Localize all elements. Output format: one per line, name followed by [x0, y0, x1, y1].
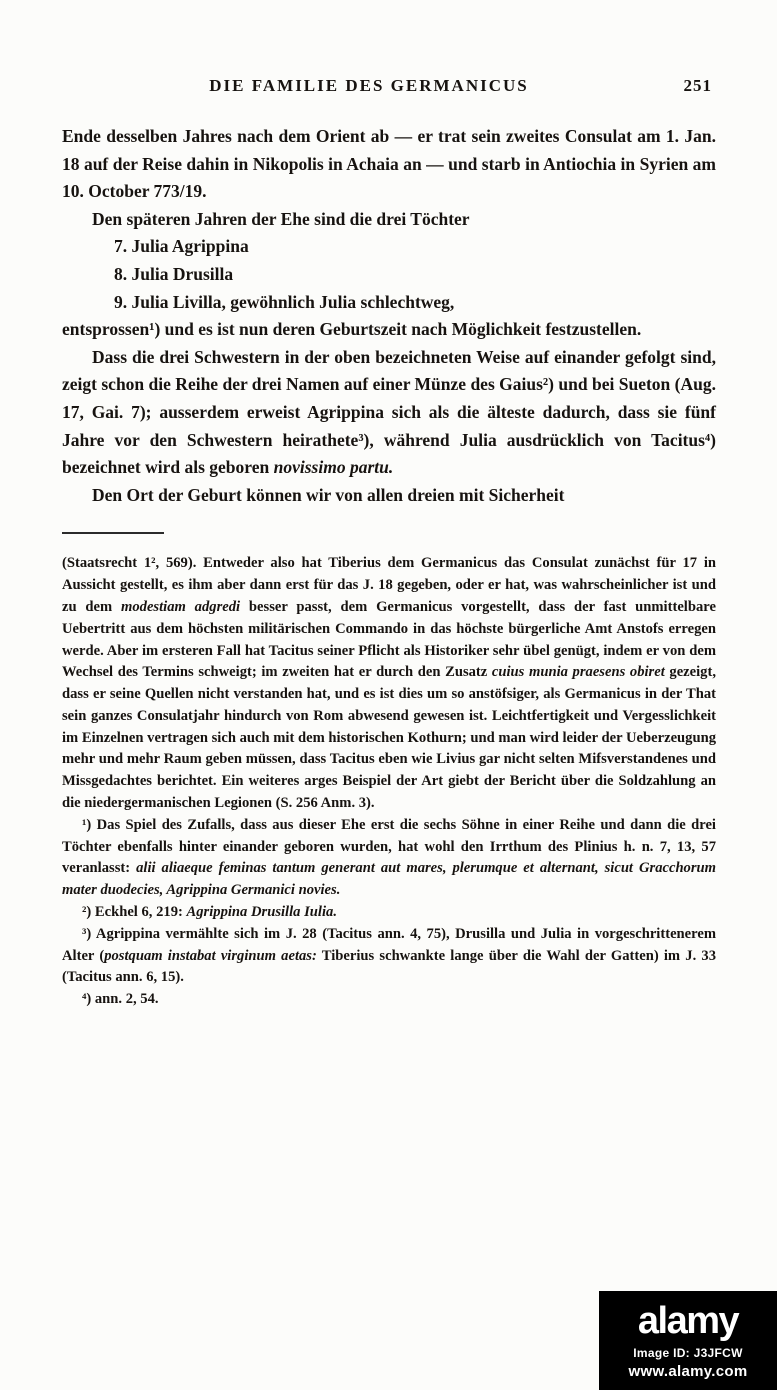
page-content — [62, 76, 716, 1011]
text-segment: Dass die drei Schwestern in der oben bezeichneten Weise auf einander gefolgt sind, zeigt schon die Reihe der drei Namen auf einer Münze des Gaius²) und bei Sueton (Aug. 17, Gai. 7); ausserdem erweist Agrippina sich als die älteste dadurch, dass sie fünf Jahre vor den Schwestern heirathete³), während Julia ausdrücklich von Tacitus⁴) bezeichnet wird als geboren — [62, 346, 716, 478]
paragraph — [62, 316, 716, 344]
paragraph — [62, 344, 716, 482]
text-segment: ⁴) ann. 2, 54. — [82, 991, 159, 1008]
footnote — [62, 989, 716, 1011]
text-segment: Tiberius schwankte lange über die Wahl der Gatten) im J. 33 (Tacitus ann. 6, 15). — [62, 947, 717, 986]
watermark-image-id: Image ID: J3JFCW — [633, 1345, 743, 1360]
page-number: 251 — [683, 76, 712, 95]
watermark-url: www.alamy.com — [628, 1362, 748, 1380]
text-segment-italic: postquam instabat virginum aetas: — [104, 947, 317, 964]
text-segment-italic: alii aliaeque feminas tantum generant aut mares, plerumque et alternant, sicut Gracchorum mater duodecies, Agrippina Germanici novies. — [62, 860, 717, 899]
text-segment-italic: modestiam adgredi — [121, 598, 241, 615]
footnote — [62, 924, 716, 989]
footnote-separator-rule — [62, 532, 164, 534]
text-segment: Den späteren Jahren der Ehe sind die drei Töchter — [92, 208, 470, 229]
text-segment: ²) Eckhel 6, 219: — [82, 904, 187, 921]
footnote — [62, 553, 716, 815]
footnote — [62, 902, 716, 924]
text-segment: ³) Agrippina vermählte sich im J. 28 (Tacitus ann. 4, 75), Drusilla und Julia in vorgeschrittenerem Alter ( — [62, 925, 716, 964]
paragraph — [62, 123, 716, 206]
text-segment-italic: novissimo partu. — [273, 457, 394, 478]
text-segment-italic: Agrippina Drusilla Iulia. — [186, 904, 337, 921]
alamy-logo: alamy — [637, 1299, 739, 1342]
text-segment: besser passt, dem Germanicus vorgestellt, dass der fast unmittelbare Uebertritt aus dem höchsten militärischen Commando in das höchste bürgerliche Amt Anstofs erregen werde. Aber im ersteren Fall hat Tacitus seiner Pflicht als Historiker sehr übel genügt, indem er von dem Wechsel des Termins schweigt; im zweiten hat er durch den Zusatz — [62, 598, 716, 681]
text-segment: entsprossen¹) und es ist nun deren Geburtszeit nach Möglichkeit festzustellen. — [62, 319, 642, 340]
paragraph — [62, 206, 716, 234]
alamy-watermark-bar — [599, 1291, 777, 1390]
daughters-list — [62, 233, 716, 316]
text-segment: Den Ort der Geburt können wir von allen dreien mit Sicherheit — [92, 484, 565, 505]
text-segment: gezeigt, dass er seine Quellen nicht verstanden hat, und es ist dies um so anstöfsiger, als Germanicus in der That sein ganzes Consulatjahr hindurch von Rom abwesend gewesen ist. Leichtfertigkeit und Vergesslichkeit im Einzelnen vertragen sich auch mit dem historischen Kothurn; und man wird leider der Ueberzeugung mehr und mehr Raum geben müssen, dass Tacitus eben wie Livius gar nicht selten Mifsverstandenes und Missgedachtes berichtet. Ein weiteres arges Beispiel der Art giebt der Bericht über die Soldzahlung an die niedergermanischen Legionen (S. 256 Anm. 3). — [62, 664, 716, 812]
text-segment: ¹) Das Spiel des Zufalls, dass aus dieser Ehe erst die sechs Söhne in einer Reihe und dann die drei Töchter ebenfalls hinter einander geboren wurden, hat wohl den Irrthum des Plinius h. n. 7, 13, 57 veranlasst: — [62, 816, 716, 877]
footnote — [62, 815, 716, 902]
text-segment: (Staatsrecht 1², 569). Entweder also hat Tiberius dem Germanicus das Consulat zunächst für 17 in Aussicht gestellt, es ihm aber dann erst für das J. 18 gegeben, oder er hat, was wahrscheinlicher ist und zu dem — [62, 555, 716, 615]
list-item: 9. Julia Livilla, gewöhnlich Julia schlechtweg, — [114, 291, 455, 312]
running-header — [62, 76, 716, 96]
list-item: 8. Julia Drusilla — [114, 263, 234, 284]
text-segment-italic: cuius munia praesens obiret — [491, 664, 665, 681]
text-segment: Ende desselben Jahres nach dem Orient ab — er trat sein zweites Consulat am 1. Jan. 18 auf der Reise dahin in Nikopolis in Achaia an — und starb in Antiochia in Syrien am 10. October 773/19. — [62, 126, 716, 202]
list-item: 7. Julia Agrippina — [114, 236, 249, 257]
main-text — [62, 123, 716, 509]
paragraph — [62, 482, 716, 510]
footnotes-section — [62, 553, 716, 1011]
page-title: DIE FAMILIE DES GERMANICUS — [209, 76, 529, 95]
